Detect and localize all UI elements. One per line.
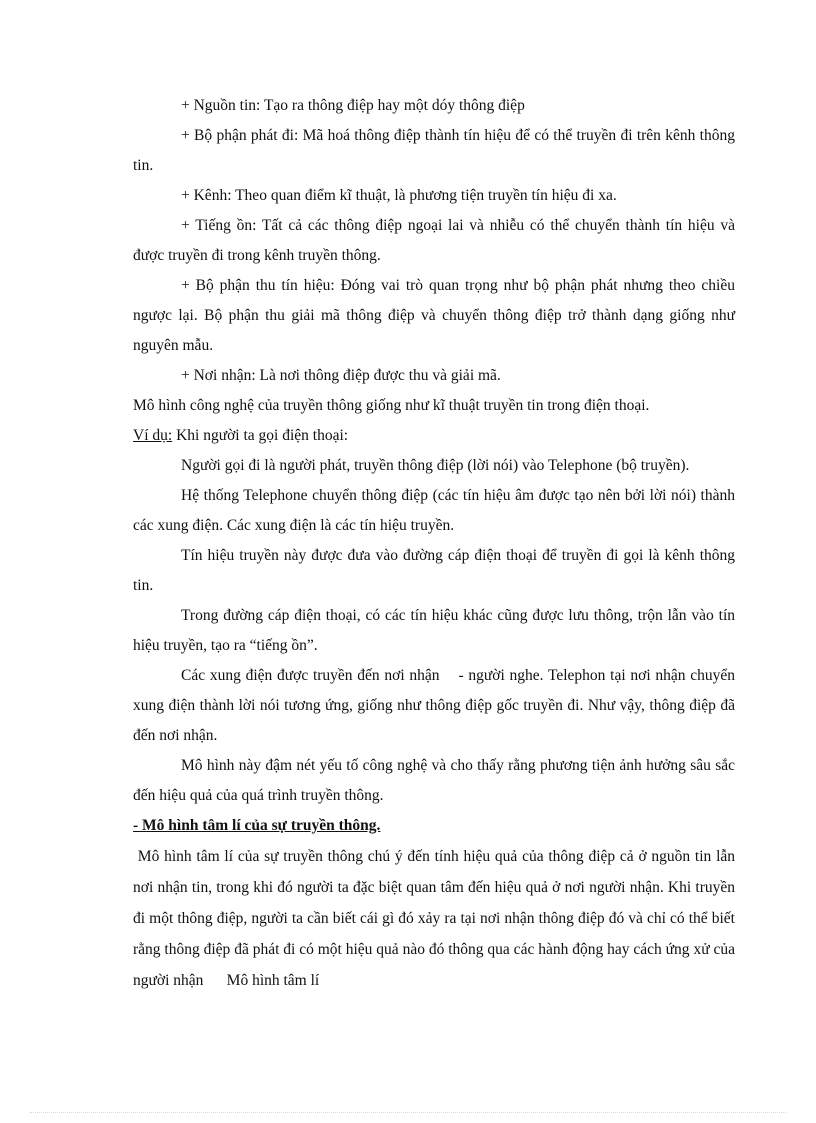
vi-du-text: Khi người ta gọi điện thoại: — [172, 427, 349, 444]
paragraph-he-thong-telephone: Hệ thống Telephone chuyển thông điệp (các tín hiệu âm được tạo nên bởi lời nói) thành các xung điện. Các xung điện là các tín hiệu truyền. — [133, 487, 735, 534]
paragraph-mo-hinh-tam-li: Mô hình tâm lí của sự truyền thông chú ý đến tính hiệu quả của thông điệp cả ở nguồn tin lẫn nơi nhận tin, trong khi đó người ta đặc biệt quan tâm đến hiệu quả ở nơi người nhận. Khi truyền đi một thông điệp, người ta cần biết cái gì đó xảy ra tại nơi nhận thông điệp đó và chỉ có thể biết rằng thông điệp đã phát đi có một hiệu quả nào đó thông qua các hành động hay cách ứng xử của người nhận Mô hình tâm lí — [133, 848, 739, 989]
paragraph-nguon-tin: + Nguồn tin: Tạo ra thông điệp hay một dóy thông điệp — [181, 97, 525, 114]
paragraph-tin-hieu-truyen: Tín hiệu truyền này được đưa vào đường cáp điện thoại để truyền đi gọi là kênh thông tin. — [133, 547, 735, 594]
paragraph-vi-du — [133, 421, 735, 451]
paragraph-mo-hinh-cong-nghe: Mô hình công nghệ của truyền thông giống như kĩ thuật truyền tin trong điện thoại. — [133, 397, 650, 414]
vi-du-label: Ví dụ: — [133, 427, 173, 444]
paragraph-bo-phan-thu: + Bộ phận thu tín hiệu: Đóng vai trò quan trọng như bộ phận phát nhưng theo chiều ngược lại. Bộ phận thu giải mã thông điệp và chuyển thông điệp trở thành dạng giống như nguyên mẫu. — [133, 277, 735, 354]
section-heading — [133, 811, 735, 841]
paragraph-dam-net: Mô hình này đậm nét yếu tố công nghệ và cho thấy rằng phương tiện ảnh hưởng sâu sắc đến hiệu quả của quá trình truyền thông. — [133, 757, 735, 804]
paragraph-xung-dien: Các xung điện được truyền đến nơi nhận - người nghe. Telephon tại nơi nhận chuyển xung điện thành lời nói tương ứng, giống như thông điệp gốc truyền đi. Như vậy, thông điệp đã đến nơi nhận. — [133, 667, 739, 744]
document-body — [133, 91, 739, 996]
paragraph-duong-cap: Trong đường cáp điện thoại, có các tín hiệu khác cũng được lưu thông, trộn lẫn vào tín hiệu truyền, tạo ra “tiếng ồn”. — [133, 607, 735, 654]
paragraph-bo-phan-phat: + Bộ phận phát đi: Mã hoá thông điệp thành tín hiệu để có thể truyền đi trên kênh thông tin. — [133, 127, 735, 174]
paragraph-tieng-on: + Tiếng ồn: Tất cả các thông điệp ngoại lai và nhiễu có thể chuyển thành tín hiệu và được truyền đi trong kênh truyền thông. — [133, 217, 735, 264]
paragraph-noi-nhan: + Nơi nhận: Là nơi thông điệp được thu và giải mã. — [181, 367, 501, 384]
paragraph-nguoi-goi: Người gọi đi là người phát, truyền thông điệp (lời nói) vào Telephone (bộ truyền). — [181, 457, 690, 474]
paragraph-kenh: + Kênh: Theo quan điểm kĩ thuật, là phương tiện truyền tín hiệu đi xa. — [181, 187, 617, 204]
page-bottom-rule — [30, 1112, 786, 1113]
heading-text: - Mô hình tâm lí của sự truyền thông. — [133, 817, 381, 834]
